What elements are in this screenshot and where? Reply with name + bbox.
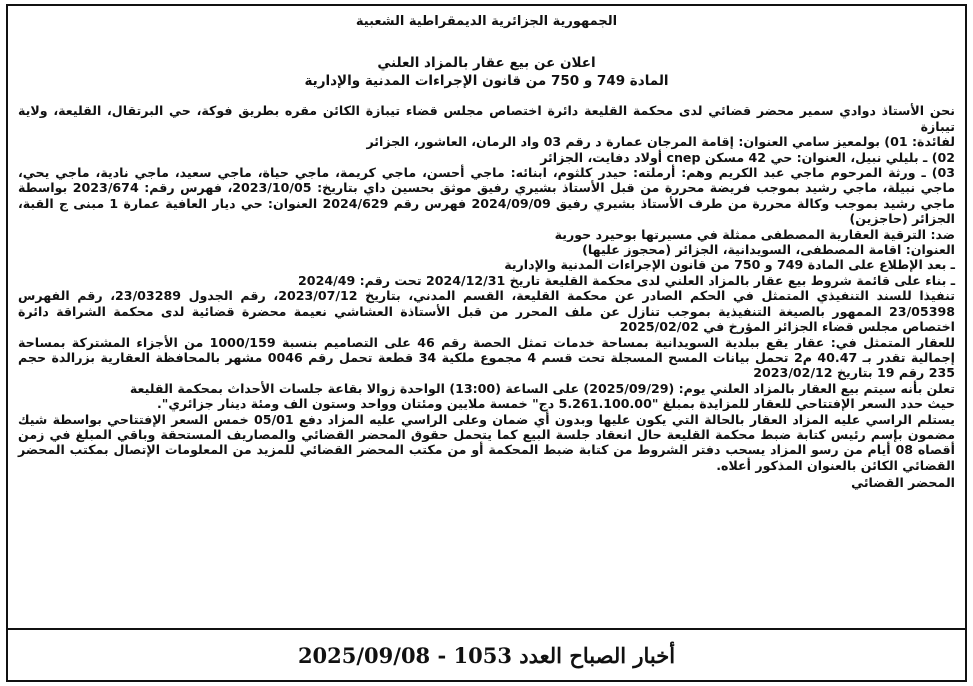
- against-address: العنوان: اقامة المصطفى، السويدانية، الجزائر (محجوز عليها): [582, 242, 955, 258]
- legal-notice: [18, 12, 955, 491]
- payment-terms: يستلم الراسي عليه المزاد العقار بالحالة التي يكون عليها وبدون أي ضمان وعلى الراسي عليه المزاد دفع 05/01 خمس السعر الإفتتاحي بواسطة شيك مضمون بإسم رئيس كتابة ضبط محكمة القليعة حال انعقاد جلسة البيع كما يتحمل حقوق المحضر القضائي والمصاريف المستحقة وباقي المبلغ في زمن أقصاه 08 أيام من رسو المزاد يسحب دفتر الشروط من كتابة ضبط المحكمة أو من مكتب المحضر القضائي للمزيد من المعلومات الإتصال بمكتب المحضر القضائي الكائن بالعنوان المذكور أعلاه.: [18, 411, 955, 473]
- republic-heading: الجمهورية الجزائرية الديمقراطية الشعبية: [355, 14, 618, 29]
- publication-footer: [6, 630, 967, 682]
- notice-title: اعلان عن بيع عقار بالمزاد العلني: [377, 55, 596, 72]
- notice-article-reference: المادة 749 و 750 من قانون الإجراءات المدنية والإدارية: [304, 73, 669, 90]
- beneficiary-1: لفائدة: 01) بولمعيز سامي العنوان: إقامة المرجان عمارة د رقم 03 واد الرمان، العاشور، الجزائر: [366, 134, 955, 150]
- sale-date: تعلن بأنه سيتم بيع العقار بالمزاد العلني يوم: (2025/09/29) على الساعة (13:00) الواحدة زوالا بقاعة جلسات الأحداث بمحكمة القليعة: [129, 380, 955, 396]
- publication-info: أخبار الصباح العدد 1053 - 2025/09/08: [297, 642, 676, 668]
- property-description: للعقار المتمثل في: عقار يقع ببلدية السويدانية بمساحة خدمات تمثل الحصة رقم 46 على التصاميم بنسبة 1000/159 من الأجزاء المشتركة بمساحة إجمالية تقدر بـ 40.47 م2 تحمل بيانات المسح المسجلة تحت قسم 4 مجموع ملكية 34 قطعة تحمل رقم 0046 مشهر بالمحافظة العقارية بزرالدة حجم 235 رقم 19 بتاريخ 2023/02/12: [18, 334, 956, 381]
- starting-price: حيث حدد السعر الإفتتاحي للعقار للمزايدة بمبلغ "5.261.100.00 دج" خمسة ملايين ومئتان وواحد وستون الف ومئة دينار جزائري".: [156, 396, 955, 412]
- beneficiary-2: 02) ـ بليلي نبيل، العنوان: حي 42 مسكن cnep أولاد دفايت، الجزائر: [540, 149, 955, 165]
- execution-paragraph: تنفيذا للسند التنفيذي المتمثل في الحكم الصادر عن محكمة القليعة، القسم المدني، بتاريخ 2023/07/12، رقم الجدول 23/03289، رقم الفهرس 23/05398 الممهور بالصيغة التنفيذية بموجب تنازل عن ملف المحرر من قبل الأستاذة العشاشي نعيمة محضرة قضائية لدى محكمة الشراقة دائرة اختصاص مجلس قضاء الجزائر المؤرخ في 2025/02/02: [18, 288, 955, 335]
- review-notice: ـ بعد الإطلاع على المادة 749 و 750 من قانون الإجراءات المدنية والإدارية: [504, 257, 955, 273]
- beneficiary-3: 03) ـ ورثة المرحوم ماجي عبد الكريم وهم: أرملته: حيدر كلثوم، ابنائه: ماجي أحسن، ماجي كريمة، ماجي حياة، ماجي سعيد، ماجي نادية، ماجي يحي، ماجي نبيلة، ماجي رشيد بموجب فريضة محررة من قبل الأستاذ بشيري رفيق موثق بحسين داي بتاريخ: 2023/10/05، فهرس رقم: 2023/674 بواسطة ماجي رشيد بموجب وكالة محررة من طرف الأستاذ بشيري رفيق 2024/09/09 فهرس رقم 2024/629 العنوان: حي ديار العافية عمارة 1 مبنى ج القبة، الجزائر (حاجزين): [18, 165, 955, 227]
- intro-paragraph: نحن الأستاذ دوادي سمير محضر قضائي لدى محكمة القليعة دائرة اختصاص مجلس قضاء تيبازة الكائن مقره بطريق فوكة، حي البرتقال، القليعة، ولاية تيبازة: [18, 103, 955, 134]
- against-party: ضد: الترقية العقارية المصطفى ممثلة في مسيرتها بوحيرد حورية: [554, 226, 955, 242]
- conditions-notice: ـ بناء على قائمة شروط بيع عقار بالمزاد العلني لدى محكمة القليعة تاريخ 2024/12/31 تحت رقم: 2024/49: [298, 272, 955, 288]
- bailiff-signature: المحضر القضائي: [851, 475, 955, 491]
